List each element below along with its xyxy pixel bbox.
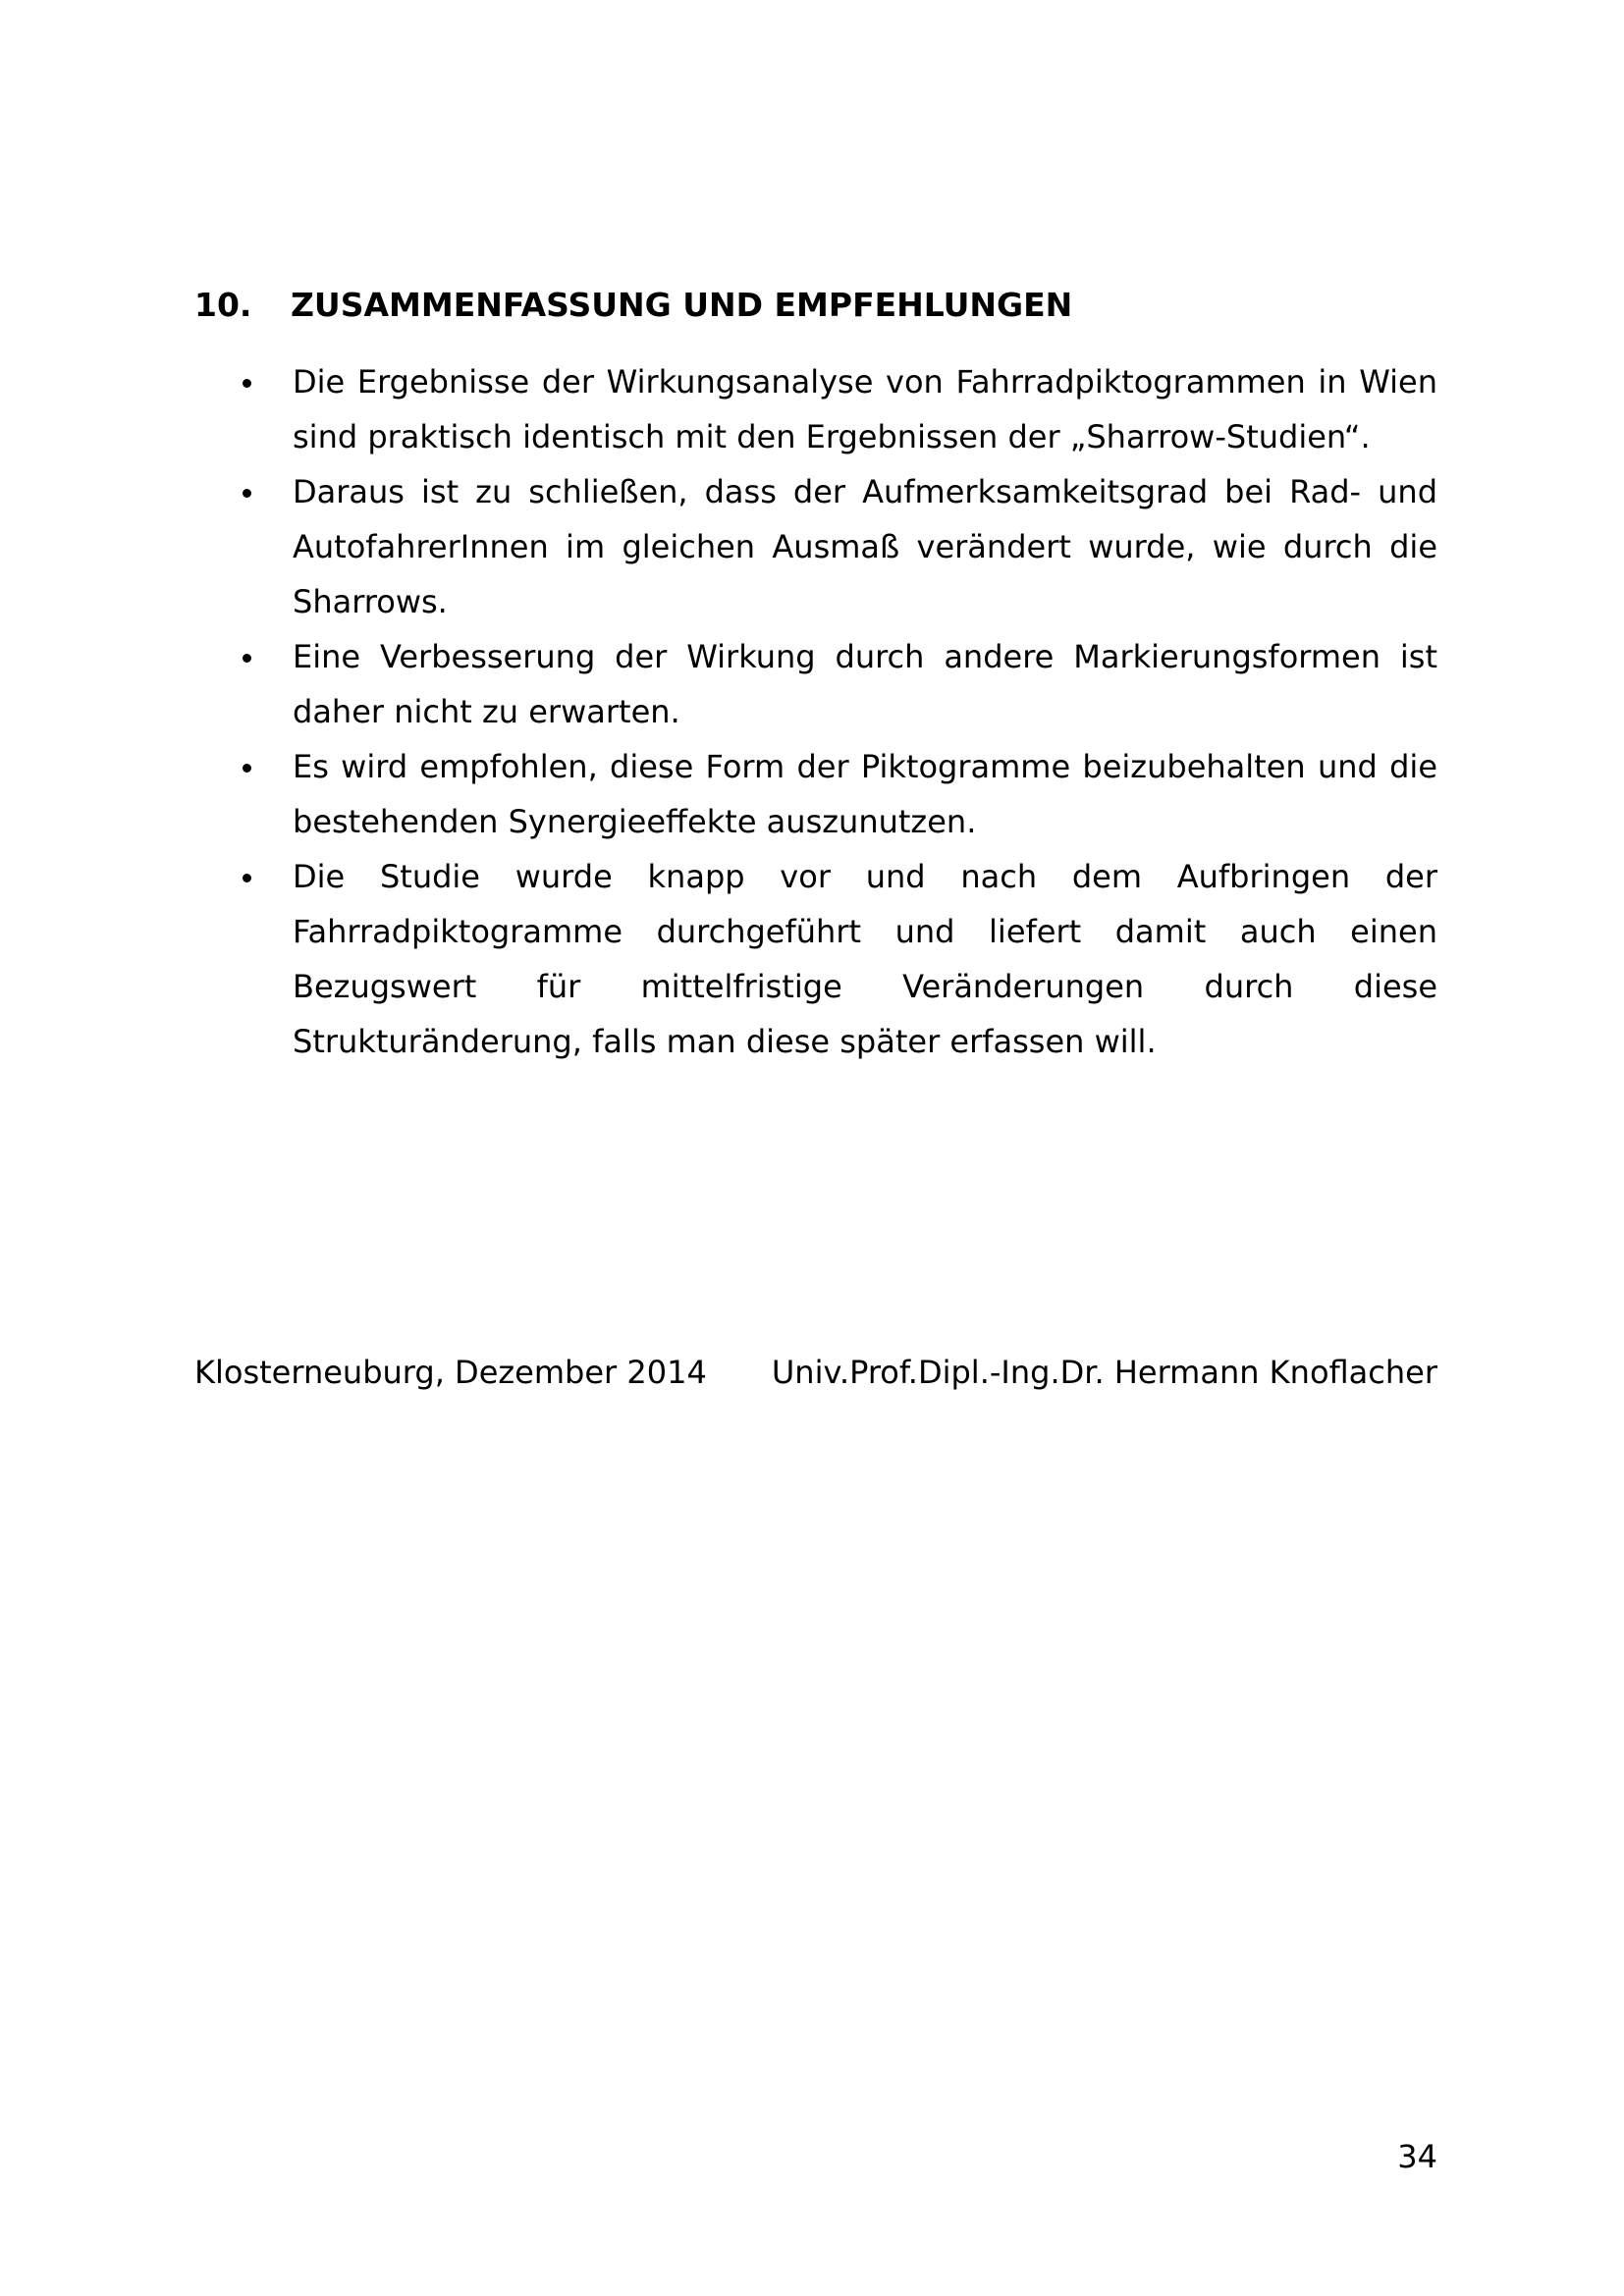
bullet-icon [243, 654, 251, 663]
section-title: ZUSAMMENFASSUNG UND EMPFEHLUNGEN [291, 286, 1073, 324]
list-item [194, 739, 1437, 849]
list-item [194, 354, 1437, 464]
bullet-icon [243, 489, 251, 498]
bullet-icon [243, 379, 251, 388]
list-item [194, 464, 1437, 629]
author-name: Univ.Prof.Dipl.-Ing.Dr. Hermann Knoflacher [771, 1354, 1437, 1391]
place-date: Klosterneuburg, Dezember 2014 [194, 1354, 707, 1391]
summary-bullet-list [194, 354, 1437, 1069]
bullet-text: Die Studie wurde knapp vor und nach dem Aufbringen der Fahrradpiktogramme durchgeführt und liefert damit auch einen Bezugswert für mittelfristige Veränderungen durch diese Strukturänderung, falls man diese später erfassen will. [293, 858, 1437, 1060]
page-number: 34 [1397, 2138, 1437, 2175]
list-item [194, 849, 1437, 1069]
bullet-icon [243, 764, 251, 773]
bullet-text: Daraus ist zu schließen, dass der Aufmerksamkeitsgrad bei Rad- und AutofahrerInnen im gleichen Ausmaß verändert wurde, wie durch die Sharrows. [293, 473, 1437, 620]
section-number: 10. [194, 286, 252, 324]
list-item [194, 629, 1437, 739]
bullet-text: Die Ergebnisse der Wirkungsanalyse von Fahrradpiktogrammen in Wien sind praktisch identisch mit den Ergebnissen der „Sharrow-Studien“. [293, 363, 1437, 455]
bullet-text: Eine Verbesserung der Wirkung durch andere Markierungsformen ist daher nicht zu erwarten. [293, 638, 1437, 730]
bullet-icon [243, 874, 251, 882]
bullet-text: Es wird empfohlen, diese Form der Piktogramme beizubehalten und die bestehenden Synergieeffekte auszunutzen. [293, 748, 1437, 840]
section-heading [194, 281, 1441, 330]
